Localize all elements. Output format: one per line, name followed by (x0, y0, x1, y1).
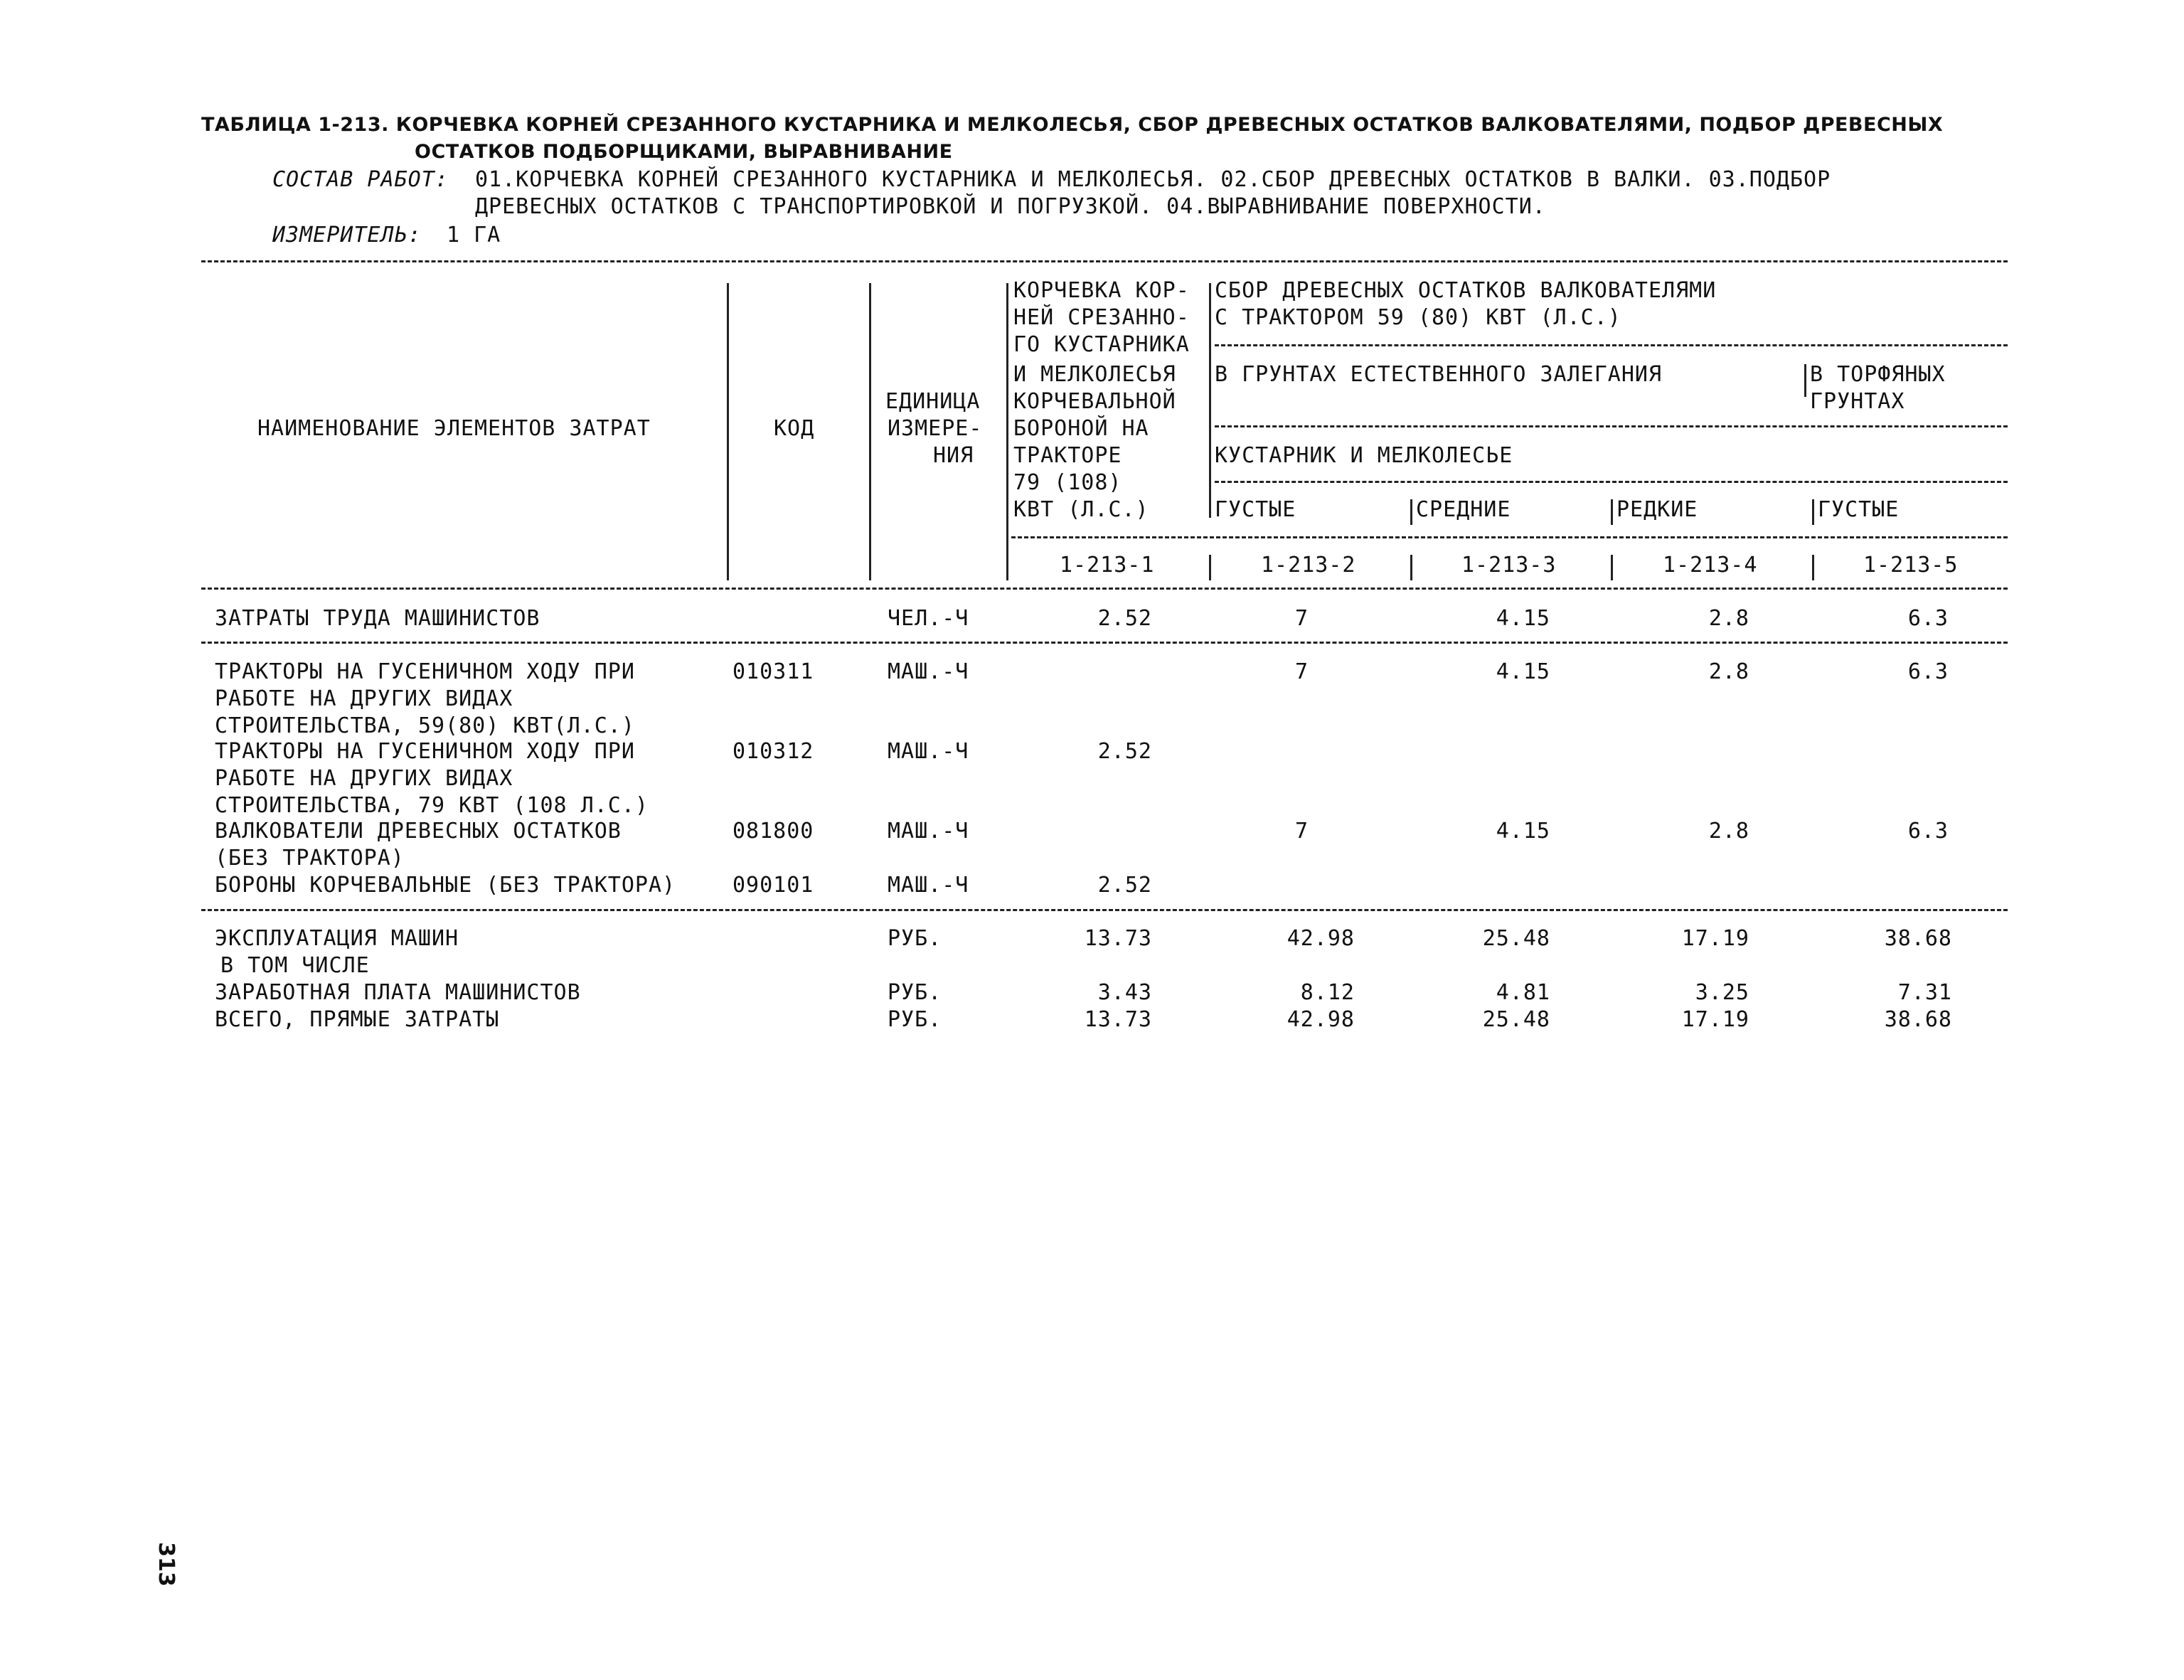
machine-code: 010312 (733, 739, 814, 764)
header-rule (1215, 344, 2008, 346)
norm-code: 1-213-3 (1461, 553, 1557, 578)
machine-value: 2.8 (1708, 659, 1749, 684)
col-a-header: БОРОНОЙ НА (1013, 416, 1149, 441)
header-divider (869, 283, 871, 580)
col-a-header: ГО КУСТАРНИКА (1013, 332, 1190, 357)
header-divider (1410, 555, 1412, 580)
machine-name: СТРОИТЕЛЬСТВА, 59(80) КВТ(Л.С.) (215, 713, 635, 738)
header-divider (1209, 555, 1211, 580)
exploitation-value: 38.68 (1884, 926, 1952, 951)
header-rule (1215, 481, 2008, 483)
machine-unit: МАШ.-Ч (888, 739, 969, 764)
composition-line1: 01.КОРЧЕВКА КОРНЕЙ СРЕЗАННОГО КУСТАРНИКА И МЕЛКОЛЕСЬЯ. 02.СБОР ДРЕВЕСНЫХ ОСТАТКОВ В ВАЛКИ. 03.ПОДБОР (475, 167, 1831, 192)
machine-value: 4.15 (1496, 819, 1550, 844)
header-bottom-rule (201, 588, 2008, 590)
norm-code: 1-213-1 (1060, 553, 1155, 578)
composition-line2: ДРЕВЕСНЫХ ОСТАТКОВ С ТРАНСПОРТИРОВКОЙ И ПОГРУЗКОЙ. 04.ВЫРАВНИВАНИЕ ПОВЕРХНОСТИ. (475, 194, 1546, 219)
header-divider (727, 283, 729, 580)
machine-name: РАБОТЕ НА ДРУГИХ ВИДАХ (215, 766, 513, 791)
col-a-header: КОРЧЕВКА КОР- (1013, 278, 1190, 303)
machine-name: БОРОНЫ КОРЧЕВАЛЬНЫЕ (БЕЗ ТРАКТОРА) (215, 873, 676, 898)
unit-label: ИЗМЕРИТЕЛЬ: (272, 223, 422, 248)
density-header-medium: СРЕДНИЕ (1416, 497, 1511, 522)
machine-value: 2.8 (1708, 819, 1749, 844)
machine-name: РАБОТЕ НА ДРУГИХ ВИДАХ (215, 686, 513, 711)
machine-unit: МАШ.-Ч (888, 873, 969, 898)
table-top-rule (201, 260, 2008, 262)
header-divider (1812, 555, 1814, 580)
col-a-header: И МЕЛКОЛЕСЬЯ (1013, 362, 1176, 387)
exploitation-value: 17.19 (1681, 926, 1749, 951)
page-number: 313 (154, 1542, 179, 1587)
wages-value: 3.25 (1695, 980, 1749, 1005)
section-rule (201, 642, 2008, 644)
total-value: 25.48 (1482, 1007, 1550, 1032)
labor-value: 2.52 (1097, 606, 1152, 631)
header-divider (1006, 283, 1008, 580)
header-divider (1611, 555, 1613, 580)
density-header-dense-peat: ГУСТЫЕ (1818, 497, 1900, 522)
labor-value: 7 (1294, 606, 1309, 631)
labor-value: 6.3 (1907, 606, 1949, 631)
col-a-header: 79 (108) (1013, 470, 1122, 495)
wages-unit: РУБ. (888, 980, 942, 1005)
total-value: 13.73 (1084, 1007, 1152, 1032)
header-divider (1611, 499, 1613, 525)
wages-value: 3.43 (1097, 980, 1152, 1005)
total-value: 38.68 (1884, 1007, 1952, 1032)
machine-code: 010311 (733, 659, 814, 684)
norm-code: 1-213-5 (1863, 553, 1959, 578)
col-a-header: НЕЙ СРЕЗАННО- (1013, 305, 1190, 330)
machine-name: ВАЛКОВАТЕЛИ ДРЕВЕСНЫХ ОСТАТКОВ (215, 819, 622, 844)
header-divider (1209, 283, 1211, 518)
col-a-header: КОРЧЕВАЛЬНОЙ (1013, 389, 1176, 414)
exploitation-unit: РУБ. (888, 926, 942, 951)
header-divider (1410, 499, 1412, 525)
machine-code: 090101 (733, 873, 814, 898)
machine-value: 7 (1294, 659, 1309, 684)
wages-name: ЗАРАБОТНАЯ ПЛАТА МАШИНИСТОВ (215, 980, 581, 1005)
col-unit-header: НИЯ (933, 443, 974, 468)
total-unit: РУБ. (888, 1007, 942, 1032)
total-name: ВСЕГО, ПРЯМЫЕ ЗАТРАТЫ (215, 1007, 500, 1032)
exploitation-name: ЭКСПЛУАТАЦИЯ МАШИН (215, 926, 459, 951)
machine-name: СТРОИТЕЛЬСТВА, 79 КВТ (108 Л.С.) (215, 793, 649, 818)
col-name-header: НАИМЕНОВАНИЕ ЭЛЕМЕНТОВ ЗАТРАТ (257, 416, 651, 441)
machine-unit: МАШ.-Ч (888, 819, 969, 844)
col-unit-header: ИЗМЕРЕ- (888, 416, 983, 441)
table-title-line2: ОСТАТКОВ ПОДБОРЩИКАМИ, ВЫРАВНИВАНИЕ (415, 141, 953, 163)
col-a-header: ТРАКТОРЕ (1013, 443, 1122, 468)
col-unit-header: ЕДИНИЦА (885, 389, 981, 414)
col-a-header: КВТ (Л.С.) (1013, 497, 1149, 522)
wages-value: 4.81 (1496, 980, 1550, 1005)
machine-value: 6.3 (1907, 819, 1949, 844)
density-header-sparse: РЕДКИЕ (1616, 497, 1698, 522)
header-divider (1804, 364, 1806, 397)
wages-value: 8.12 (1300, 980, 1355, 1005)
table-title-line1: ТАБЛИЦА 1-213. КОРЧЕВКА КОРНЕЙ СРЕЗАННОГО КУСТАРНИКА И МЕЛКОЛЕСЬЯ, СБОР ДРЕВЕСНЫХ ОСТАТКОВ ВАЛКОВАТЕЛЯМИ, ПОДБОР ДРЕВЕСНЫХ (201, 114, 1944, 136)
col-code-header: КОД (774, 416, 815, 441)
total-value: 42.98 (1287, 1007, 1355, 1032)
wages-value: 7.31 (1897, 980, 1952, 1005)
machine-name: (БЕЗ ТРАКТОРА) (215, 846, 405, 871)
header-rule (1215, 425, 2008, 427)
machine-value: 2.52 (1097, 873, 1152, 898)
exploitation-value: 13.73 (1084, 926, 1152, 951)
norm-code: 1-213-2 (1261, 553, 1356, 578)
peat-soil-header: В ТОРФЯНЫХ (1810, 362, 1946, 387)
machine-unit: МАШ.-Ч (888, 659, 969, 684)
exploitation-value: 42.98 (1287, 926, 1355, 951)
section-rule (201, 909, 2008, 911)
labor-value: 2.8 (1708, 606, 1749, 631)
header-rule (1011, 536, 2008, 538)
unit-value: 1 ГА (447, 223, 501, 248)
composition-label: СОСТАВ РАБОТ: (272, 167, 449, 192)
machine-value: 4.15 (1496, 659, 1550, 684)
norm-code: 1-213-4 (1663, 553, 1758, 578)
labor-value: 4.15 (1496, 606, 1550, 631)
density-header-dense: ГУСТЫЕ (1215, 497, 1296, 522)
machine-value: 2.52 (1097, 739, 1152, 764)
group-header: СБОР ДРЕВЕСНЫХ ОСТАТКОВ ВАЛКОВАТЕЛЯМИ (1215, 278, 1717, 303)
peat-soil-header: ГРУНТАХ (1810, 389, 1905, 414)
machine-value: 6.3 (1907, 659, 1949, 684)
machine-name: ТРАКТОРЫ НА ГУСЕНИЧНОМ ХОДУ ПРИ (215, 659, 635, 684)
including-label: В ТОМ ЧИСЛЕ (220, 953, 370, 978)
labor-row-unit: ЧЕЛ.-Ч (888, 606, 969, 631)
machine-code: 081800 (733, 819, 814, 844)
exploitation-value: 25.48 (1482, 926, 1550, 951)
machine-value: 7 (1294, 819, 1309, 844)
machine-name: ТРАКТОРЫ НА ГУСЕНИЧНОМ ХОДУ ПРИ (215, 739, 635, 764)
header-divider (1812, 499, 1814, 525)
total-value: 17.19 (1681, 1007, 1749, 1032)
labor-row-name: ЗАТРАТЫ ТРУДА МАШИНИСТОВ (215, 606, 540, 631)
group-header: С ТРАКТОРОМ 59 (80) КВТ (Л.С.) (1215, 305, 1621, 330)
natural-soil-header: В ГРУНТАХ ЕСТЕСТВЕННОГО ЗАЛЕГАНИЯ (1215, 362, 1663, 387)
bushes-header: КУСТАРНИК И МЕЛКОЛЕСЬЕ (1215, 443, 1513, 468)
